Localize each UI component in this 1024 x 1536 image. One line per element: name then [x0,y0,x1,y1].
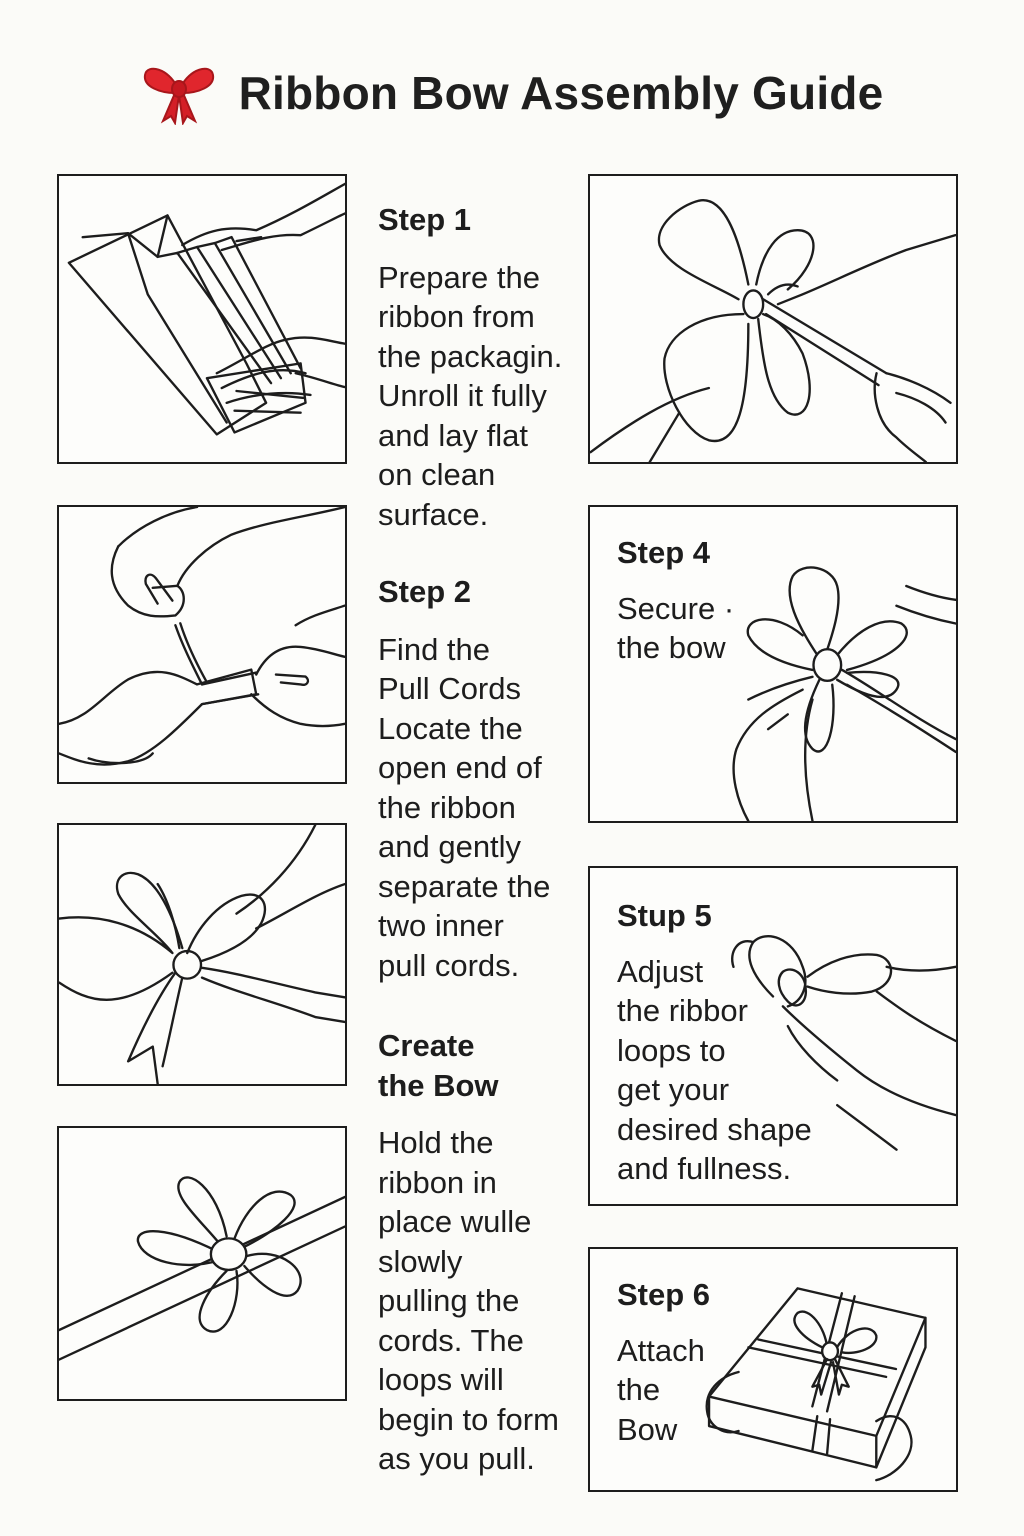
step1-heading: Step 1 [378,202,472,237]
step4-text [617,533,767,668]
step3-body: Hold the ribbon in place wulle slowly pulling the cords. The loops will begin to form as you pull. [378,1125,559,1476]
pulling-cord-illustration [590,176,956,462]
ribbon-package-illustration [59,176,345,462]
step6-heading: Step 6 [617,1277,711,1312]
pull-cords-illustration [59,507,345,782]
step5-heading: Stup 5 [617,898,712,933]
step5-body: Adjust the ribbor loops to get your desired shape and fullness. [617,953,812,1186]
step3b-illustration [57,1126,347,1401]
step1-body: Prepare the ribbon from the packagin. Unroll it fully and lay flat on clean surface. [378,259,563,532]
red-bow-icon [141,61,217,125]
step5-panel [588,866,958,1206]
step4-heading: Step 4 [617,535,711,570]
step1-illustration [57,174,347,464]
finished-bow-illustration [59,1128,345,1399]
step3-illustration [57,823,347,1086]
bow-cords-illustration [588,174,958,464]
step1-text [378,200,588,534]
step2-illustration [57,505,347,784]
step2-body: Find the Pull Cords Locate the open end of the ribbon and gently separate the two inner pull cords. [378,631,551,983]
step4-panel [588,505,958,823]
forming-bow-illustration [59,825,345,1084]
step4-body: Secure · the bow [617,590,735,665]
step6-text [617,1275,727,1449]
step6-panel [588,1247,958,1492]
step2-heading: Step 2 [378,574,472,609]
step3-heading: Create the Bow [378,1028,499,1103]
step2-text [378,572,588,985]
page-title: Ribbon Bow Assembly Guide [238,67,884,119]
step6-body: Attach the Bow [617,1332,705,1447]
page-header [0,58,1024,128]
step5-text [617,896,877,1189]
step3-text [378,1026,588,1479]
